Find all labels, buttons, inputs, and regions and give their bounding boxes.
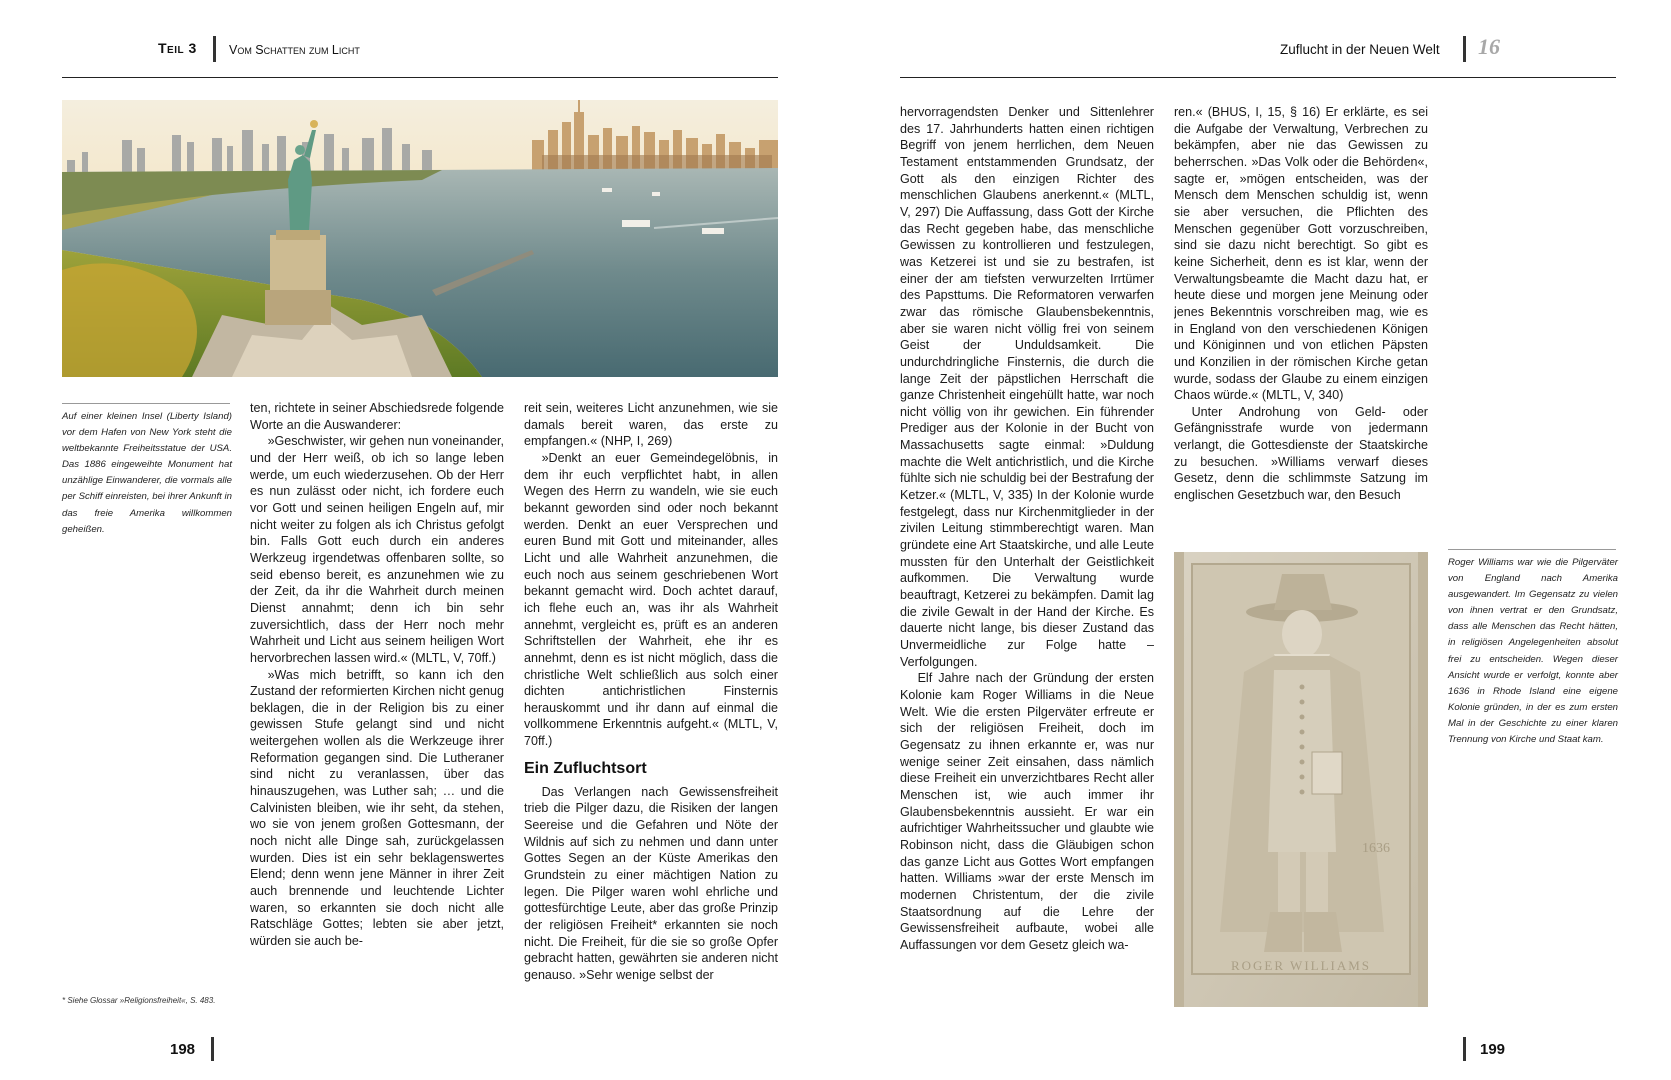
text-column-4 (1174, 104, 1428, 541)
relief-caption: Roger Williams war wie die Pilgerväter von England nach Amerika ausgewandert. Im Gegensatz zu vielen von ihnen vertrat er den Grundsatz, dass alle Menschen das Recht hätten, in religiösen Angelegenheiten absolut frei zu entscheiden. Wegen dieser Ansicht wurde er verfolgt, konnte aber 1636 in Rhode Island eine eigene Kolonie gründen, in der es zum ersten Mal in der Geschichte zu einer klaren Trennung von Kirche und Staat kam. (1448, 557, 1618, 746)
header-divider (213, 36, 216, 62)
folio-divider-right (1463, 1037, 1466, 1061)
page-number-right: 199 (1480, 1041, 1506, 1058)
paragraph: »Was mich betrifft, so kann ich den Zustand der reformierten Kirchen nicht genug beklagen, die in der Religion bis zu einer gewissen Stufe gelangt sind und nicht weitergehen wollen als die Werkzeuge ihrer Reformation gegangen sind. Die Lutheraner sind nicht zu veranlassen, über das hinauszugehen, was Luther sah; … und die Calvinisten bleiben, wie ihr seht, da stehen, wo sie von jenem großen Gottesmann, der noch nicht alle Dinge sah, zurückgelassen wurden. Dies ist ein sehr beklagenswertes Elend; denn wenn jene Männer in ihrer Zeit auch brennende und leuchtende Lichter waren, so erkannten sie doch nicht alle Ratschläge Gottes; lebten sie aber jetzt, würden sie auch be- (250, 667, 504, 948)
running-head-title-right: Zuflucht in der Neuen Welt (1280, 42, 1440, 57)
paragraph: »Denkt an euer Gemeindegelöbnis, in dem ihr euch verpflichtet habt, in allen Wegen des Herrn zu wandeln, wie sie euch bekannt geworden sind oder noch bekannt werden. Denkt an euer Versprechen und euren Bund mit Gott und miteinander, alles Licht und alle Wahrheit anzunehmen, die euch noch aus seinem geschriebenen Wort bekannt gemacht wird. Doch achtet darauf, ich flehe euch an, was ihr als Wahrheit annehmt, vergleicht es, prüft es an anderen Schriftstellen der Wahrheit, ehe ihr es annehmt, denn es ist nicht möglich, dass die christliche Welt schließlich aus solch einer dichten antichristlichen Finsternis herauskommt und ihr dann auf einmal die vollkommene Erkenntnis aufgeht.« (MLTL, V, 70ff.) (524, 450, 778, 749)
running-head-part: Teil 3 (158, 40, 197, 56)
text-column-2 (524, 400, 778, 1015)
footnote: * Siehe Glossar »Religionsfreiheit«, S. 483. (62, 996, 216, 1005)
running-head-title: Vom Schatten zum Licht (229, 43, 360, 57)
relief-year: 1636 (1362, 841, 1390, 856)
section-heading: Ein Zufluchtsort (524, 759, 647, 777)
header-rule (62, 77, 778, 78)
caption-rule (62, 403, 230, 404)
page-number-left: 198 (170, 1041, 196, 1058)
paragraph: hervorragendsten Denker und Sittenlehrer des 17. Jahrhunderts hatten einen richtigen Begriff von jenem herrlichen, dem Neuen Testament entstammenden Grundsatz, der Gott als den einzigen Richter des menschlichen Glaubens anerkennt.« (MLTL, V, 297) Die Auffassung, dass Gott der Kirche das Recht gegeben habe, das menschliche Gewissen zu kontrollieren und festzulegen, was Ketzerei ist und sie zu bestrafen, ist einer der am tiefsten verwurzelten Irrtümer des Papsttums. Die Reformatoren verwarfen zwar das römische Glaubensbekenntnis, aber sie waren nicht völlig frei von seinem Geist der Unduldsamkeit. Die undurchdringliche Finsternis, die durch die lange Zeit der päpstlichen Herrschaft die ganze Christenheit eingehüllt hatte, war noch nicht völlig von ihr gewichen. Ein führender Prediger aus der Kolonie in der Bucht von Massachusetts sagte einmal: »Duldung machte die Welt antichristlich, und die Kirche fühlte sich nie schuldig bei der Bestrafung der Ketzer.« (MLTL, V, 335) In der Kolonie wurde festgelegt, dass nur Kirchenmitglieder in der zivilen Leitung stimmberechtigt waren. Man gründete eine Art Staatskirche, und alle Leute mussten für den Unterhalt der Geistlichkeit aufkommen. Die Verwaltung wurde beauftragt, Ketzerei zu bekämpfen. Damit lag die zivile Gewalt in der Hand der Kirche. Es dauerte nicht lange, bis dieser Zustand das Unvermeidliche zur Folge hatte – Verfolgungen. (900, 105, 1154, 669)
chapter-number: 16 (1478, 34, 1500, 59)
roger-williams-relief-photo (1174, 552, 1428, 1007)
paragraph: reit sein, weiteres Licht anzunehmen, wie sie damals bereit waren, das erste zu empfangen.« (NHP, I, 269) (524, 401, 778, 449)
paragraph: Das Verlangen nach Gewissensfreiheit trieb die Pilger dazu, die Risiken der langen Seereise und die Gefahren und Nöte der Wildnis auf sich zu nehmen und dann unter Gottes Segen an der Küste Amerikas den Grundstein zu einer mächtigen Nation zu legen. Die Pilger waren wohl ehrliche und gottesfürchtige Leute, aber das große Prinzip der religiösen Freiheit* erkannten sie noch nicht. Die Freiheit, für die sie so große Opfer gebracht hatten, gewährten sie anderen nicht genauso. »Sehr wenige selbst der (524, 784, 778, 982)
paragraph: ren.« (BHUS, I, 15, § 16) Er erklärte, es sei die Aufgabe der Verwaltung, Verbrechen zu bekämpfen, aber nie das Gewissen zu beherrschen. »Das Volk oder die Behörden«, sagte er, »mögen entscheiden, was der Mensch dem Menschen schuldig ist, wenn sie aber versuchen, die Pflichten des Menschen gegenüber Gott vorzuschreiben, sind sie dazu nicht berechtigt. So gibt es keine Sicherheit, denn es ist klar, wenn der Verwaltungsbeamte die Macht dazu hat, er heute diese und morgen jene Meinung oder jenes Bekenntnis vorschreiben mag, wie es in England von den verschiedenen Königen und Königinnen und von etlichen Päpsten und Konzilien in der römischen Kirche getan wurde, sodass der Glaube zu einem einzigen Chaos würde.« (MLTL, V, 340) (1174, 105, 1428, 403)
header-rule-right (900, 77, 1616, 78)
text-column-1 (250, 400, 504, 1015)
paragraph: ten, richtete in seiner Abschiedsrede folgende Worte an die Auswanderer: (250, 401, 504, 432)
paragraph: Elf Jahre nach der Gründung der ersten Kolonie kam Roger Williams in die Neue Welt. Wie die ersten Pilgerväter erfreute er sich der religiösen Freiheit, doch im Gegensatz zu ihnen erkannte er, was nur wenige seiner Zeit einsahen, dass nämlich diese Freiheit ein unverzichtbares Recht aller Menschen ist, wie auch immer ihr Glaubensbekenntnis aussieht. Er war ein aufrichtiger Wahrheitssucher und glaubte wie Robinson nicht, dass die Gläubigen schon das ganze Licht aus Gottes Wort empfangen hatten. Williams »war der erste Mensch im modernen Christentum, der die zivile Staatsordnung auf die Lehre der Gewissensfreiheit aufbaute, wobei alle Auffassungen vor dem Gesetz gleich wa- (900, 671, 1154, 952)
paragraph: Unter Androhung von Geld- oder Gefängnisstrafe wurde von jedermann verlangt, die Gottesdienste der Staatskirche zu besuchen. »Williams verwarf dieses Gesetz, denn die schlimmste Satzung im englischen Gesetzbuch war, den Besuch (1174, 404, 1428, 503)
caption-rule-right (1448, 549, 1616, 550)
text-column-3 (900, 104, 1154, 1014)
photo-caption: Auf einer kleinen Insel (Liberty Island) vor dem Hafen von New York steht die weltbekannte Freiheitsstatue der USA. Das 1886 eingeweihte Monument hat unzählige Einwanderer, die vormals alle per Schiff einreisten, bei ihrer Ankunft in das freie Amerika willkommen geheißen. (62, 411, 232, 535)
paragraph: »Geschwister, wir gehen nun voneinander, und der Herr weiß, ob ich so lange leben werde, um euch wiederzusehen. Ob der Herr es nun zulässt oder nicht, ich fordere euch vor Gott und seinen heiligen Engeln auf, mir nicht weiter zu folgen als ich Christus gefolgt bin. Falls Gott euch durch ein anderes Werkzeug irgendetwas offenbaren sollte, so seid ebenso bereit, es anzunehmen wie zu der Zeit, da ihr die Wahrheit durch meinen Dienst annahmt; denn ich bin sehr zuversichtlich, dass der Herr noch mehr Wahrheit und Licht aus seinem heiligen Wort hervorbrechen lassen wird.« (MLTL, V, 70ff.) (250, 434, 504, 665)
header-divider-right (1463, 36, 1466, 62)
relief-inscription: ROGER WILLIAMS (1230, 958, 1372, 973)
folio-divider (211, 1037, 214, 1061)
statue-of-liberty-photo (62, 100, 778, 377)
